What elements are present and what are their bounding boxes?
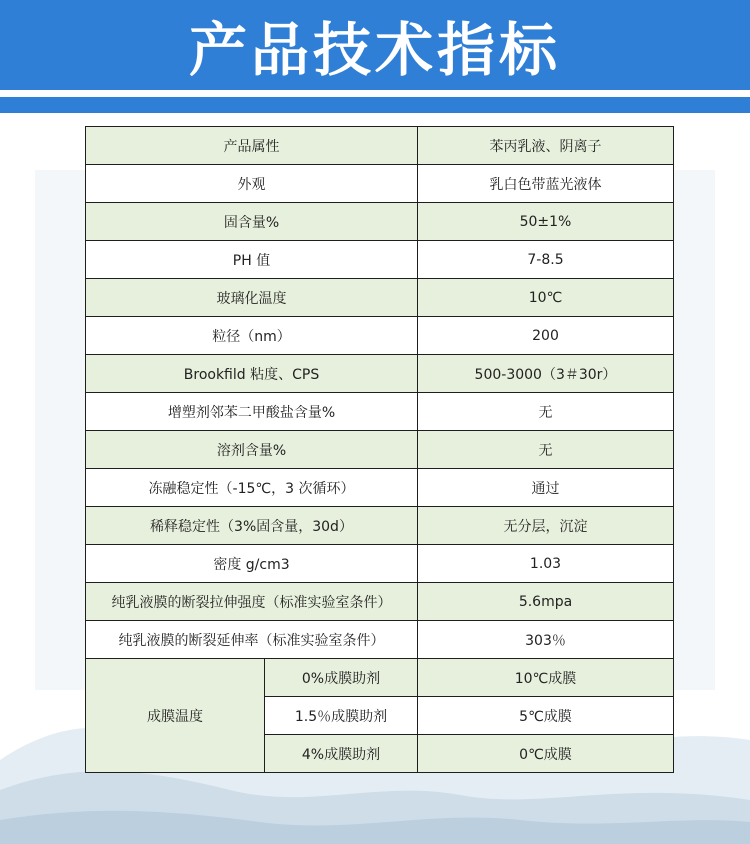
row-value: 1.03: [418, 545, 674, 583]
row-value: 无: [418, 393, 674, 431]
row-label: 外观: [86, 165, 418, 203]
film-temp: 5℃成膜: [418, 697, 674, 735]
film-temp-label: 成膜温度: [86, 659, 265, 773]
film-temp: 10℃成膜: [418, 659, 674, 697]
row-value: 7-8.5: [418, 241, 674, 279]
row-label: 冻融稳定性（-15℃，3 次循环）: [86, 469, 418, 507]
row-label: Brookfild 粘度、CPS: [86, 355, 418, 393]
row-label: 纯乳液膜的断裂拉伸强度（标准实验室条件）: [86, 583, 418, 621]
row-label: 增塑剂邻苯二甲酸盐含量%: [86, 393, 418, 431]
film-agent: 1.5％成膜助剂: [265, 697, 418, 735]
row-label: 产品属性: [86, 127, 418, 165]
row-value: 无: [418, 431, 674, 469]
row-value: 10℃: [418, 279, 674, 317]
row-value: 303％: [418, 621, 674, 659]
header-banner: [0, 0, 750, 90]
header-stripe: [0, 97, 750, 113]
film-agent: 0%成膜助剂: [265, 659, 418, 697]
table-row: [86, 355, 674, 393]
table-row: [86, 583, 674, 621]
row-label: 玻璃化温度: [86, 279, 418, 317]
table-row: [86, 431, 674, 469]
table-row: [86, 393, 674, 431]
row-label: PH 值: [86, 241, 418, 279]
spec-table: [85, 126, 674, 773]
row-label: 固含量%: [86, 203, 418, 241]
table-row: [86, 469, 674, 507]
table-row: [86, 165, 674, 203]
table-row: [86, 279, 674, 317]
row-value: 5.6mpa: [418, 583, 674, 621]
row-value: 无分层，沉淀: [418, 507, 674, 545]
row-value: 500-3000（3＃30r）: [418, 355, 674, 393]
table-row: [86, 545, 674, 583]
row-value: 乳白色带蓝光液体: [418, 165, 674, 203]
row-label: 粒径（nm）: [86, 317, 418, 355]
row-value: 苯丙乳液、阴离子: [418, 127, 674, 165]
table-row-film: [86, 659, 674, 697]
table-row: [86, 203, 674, 241]
row-label: 纯乳液膜的断裂延伸率（标准实验室条件）: [86, 621, 418, 659]
film-temp: 0℃成膜: [418, 735, 674, 773]
row-label: 溶剂含量%: [86, 431, 418, 469]
table-row: [86, 317, 674, 355]
table-row: [86, 241, 674, 279]
row-value: 200: [418, 317, 674, 355]
row-label: 密度 g/cm3: [86, 545, 418, 583]
page-title: 产品技术指标: [188, 16, 561, 84]
table-row: [86, 621, 674, 659]
row-value: 通过: [418, 469, 674, 507]
table-row: [86, 127, 674, 165]
table-row: [86, 507, 674, 545]
film-agent: 4%成膜助剂: [265, 735, 418, 773]
row-value: 50±1%: [418, 203, 674, 241]
row-label: 稀释稳定性（3%固含量，30d）: [86, 507, 418, 545]
